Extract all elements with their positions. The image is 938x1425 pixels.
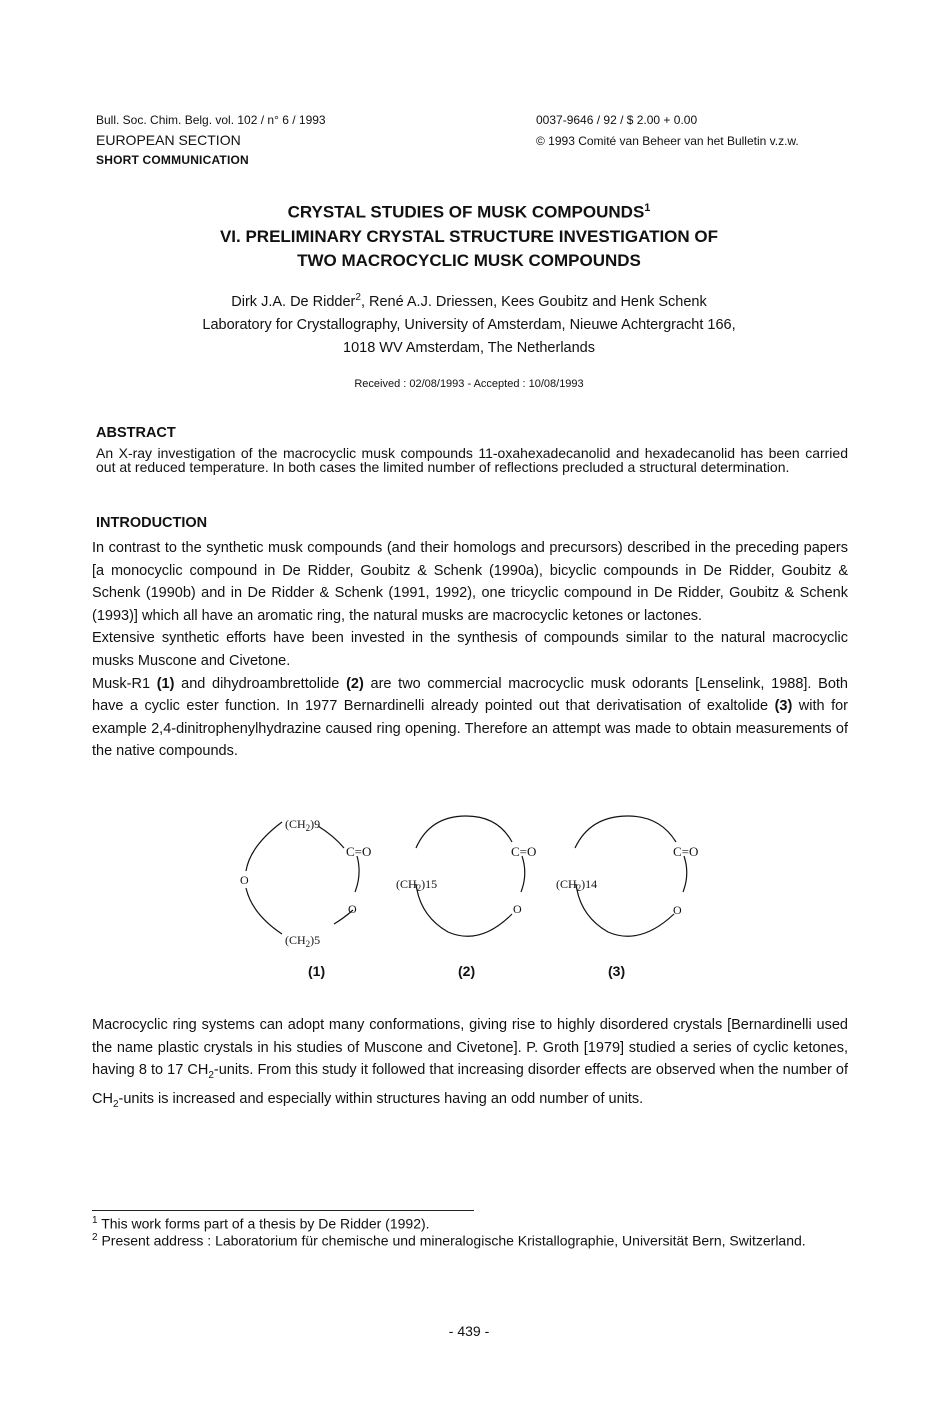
abstract-heading: ABSTRACT bbox=[96, 425, 176, 441]
structure-3-ring-bond bbox=[683, 856, 687, 892]
abstract-text: An X-ray investigation of the macrocyclic musk compounds 11-oxahexadecanolid and hexadecanolid has been carried out at reduced temperature. In both cases the limited number of reflections precluded a structural determination. bbox=[96, 445, 848, 475]
footnote-divider bbox=[92, 1210, 474, 1211]
structure-1-ring-bond bbox=[355, 856, 359, 892]
structure-2-top-arc bbox=[416, 816, 512, 848]
article-title bbox=[0, 196, 938, 273]
section-label: EUROPEAN SECTION bbox=[96, 132, 241, 148]
structure-2-ring-oxygen: O bbox=[513, 902, 522, 916]
structure-2-chain: $(CH_2)15$ bbox=[396, 877, 438, 893]
author-first: Dirk J.A. De Ridder bbox=[231, 293, 356, 310]
structure-2-ring-bond bbox=[521, 856, 525, 892]
publisher-header bbox=[536, 110, 799, 152]
issn-line: 0037-9646 / 92 / $ 2.00 + 0.00 bbox=[536, 113, 698, 127]
article-type: SHORT COMMUNICATION bbox=[96, 153, 249, 167]
structure-3-chain: $(CH_2)14$ bbox=[556, 877, 598, 893]
intro-paragraph-1: In contrast to the synthetic musk compounds (and their homologs and precursors) described in the preceding papers [a monocyclic compound in De Ridder, Goubitz & Schenk (1990a), bicyclic compounds in De Ridder, Goubitz & Schenk (1990b) and in De Ridder & Schenk (1991, 1992), one tricyclic compound in De Ridder, Goubitz & Schenk (1993)] which all have an aromatic ring, the natural musks are macrocyclic ketones or lactones. bbox=[92, 540, 848, 624]
footnotes bbox=[92, 1214, 848, 1248]
journal-citation: Bull. Soc. Chim. Belg. vol. 102 / n° 6 / 1993 bbox=[96, 113, 326, 127]
affiliation-line-1: Laboratory for Crystallography, University of Amsterdam, Nieuwe Achtergracht 166, bbox=[202, 316, 736, 333]
page-number: - 439 - bbox=[448, 1323, 490, 1339]
structure-3-left-arc bbox=[576, 884, 674, 936]
compound-label-1: (1) bbox=[308, 963, 326, 979]
body-paragraph-2: Macrocyclic ring systems can adopt many conformations, giving rise to highly disordered crystals [Bernardinelli used the name plastic crystals in his studies of Muscone and Civetone]. P. Groth [1979] studied a series of cyclic ketones, having 8 to 17 $CH_2$-units. From this study it followed that increasing disorder effects are observed when the number of $CH_2$-units is increased and especially within structures having an odd number of units. bbox=[92, 1017, 848, 1110]
structure-2-left-arc bbox=[416, 884, 512, 936]
structure-2-carbonyl: C=O bbox=[511, 844, 537, 859]
structure-1-top-left-arc bbox=[246, 822, 282, 871]
structure-1-bottom-left-arc bbox=[246, 888, 282, 934]
title-line-1: CRYSTAL STUDIES OF MUSK COMPOUNDS bbox=[287, 202, 645, 222]
structure-1-bottom-chain: $(CH_2)5$ bbox=[285, 933, 321, 949]
title-footnote-mark: 1 bbox=[644, 202, 651, 214]
structure-1-ring-oxygen-left: O bbox=[240, 873, 249, 887]
structure-3-carbonyl: C=O bbox=[673, 844, 699, 859]
title-line-3: TWO MACROCYCLIC MUSK COMPOUNDS bbox=[297, 250, 641, 270]
compound-label-3: (3) bbox=[608, 963, 626, 979]
introduction-body bbox=[92, 537, 848, 763]
intro-paragraph-2: Extensive synthetic efforts have been invested in the synthesis of compounds similar to the natural macrocyclic musks Muscone and Civetone. bbox=[92, 630, 848, 669]
author-footnote-mark: 2 bbox=[355, 292, 361, 303]
footnote-1: $^1$ This work forms part of a thesis by De Ridder (1992). bbox=[92, 1215, 430, 1232]
structure-3-ring-oxygen: O bbox=[673, 903, 682, 917]
structure-1-top-right-arc bbox=[318, 826, 344, 848]
author-block bbox=[0, 286, 938, 360]
received-dates: Received : 02/08/1993 - Accepted : 10/08/1993 bbox=[354, 378, 584, 390]
structure-1-carbonyl: C=O bbox=[346, 844, 372, 859]
footnote-2: $^2$ Present address : Laboratorium für chemische und mineralogische Kristallographie, Universität Bern, Switzerland. bbox=[92, 1232, 806, 1249]
intro-paragraph-3: Musk-R1 (1) and dihydroambrettolide (2) are two commercial macrocyclic musk odorants [Lenselink, 1988]. Both have a cyclic ester function. In 1977 Bernardinelli already pointed out that derivatisation of exaltolide (3) with for example 2,4-dinitrophenylhydrazine caused ring opening. Therefore an attempt was made to obtain measurements of the native compounds. bbox=[92, 675, 849, 760]
copyright-line: © 1993 Comité van Beheer van het Bulletin v.z.w. bbox=[536, 134, 799, 148]
structure-3-top-arc bbox=[575, 816, 676, 848]
compound-label-2: (2) bbox=[458, 963, 476, 979]
journal-header bbox=[96, 110, 326, 170]
title-line-2: VI. PRELIMINARY CRYSTAL STRUCTURE INVESTIGATION OF bbox=[219, 226, 719, 246]
affiliation-line-2: 1018 WV Amsterdam, The Netherlands bbox=[343, 339, 595, 356]
structure-1-top-chain: $(CH_2)9$ bbox=[285, 817, 321, 833]
introduction-heading: INTRODUCTION bbox=[96, 515, 208, 531]
author-rest: , René A.J. Driessen, Kees Goubitz and Henk Schenk bbox=[360, 293, 707, 310]
structure-1-ring-oxygen-right: O bbox=[348, 902, 357, 916]
structures-figure bbox=[230, 806, 730, 986]
